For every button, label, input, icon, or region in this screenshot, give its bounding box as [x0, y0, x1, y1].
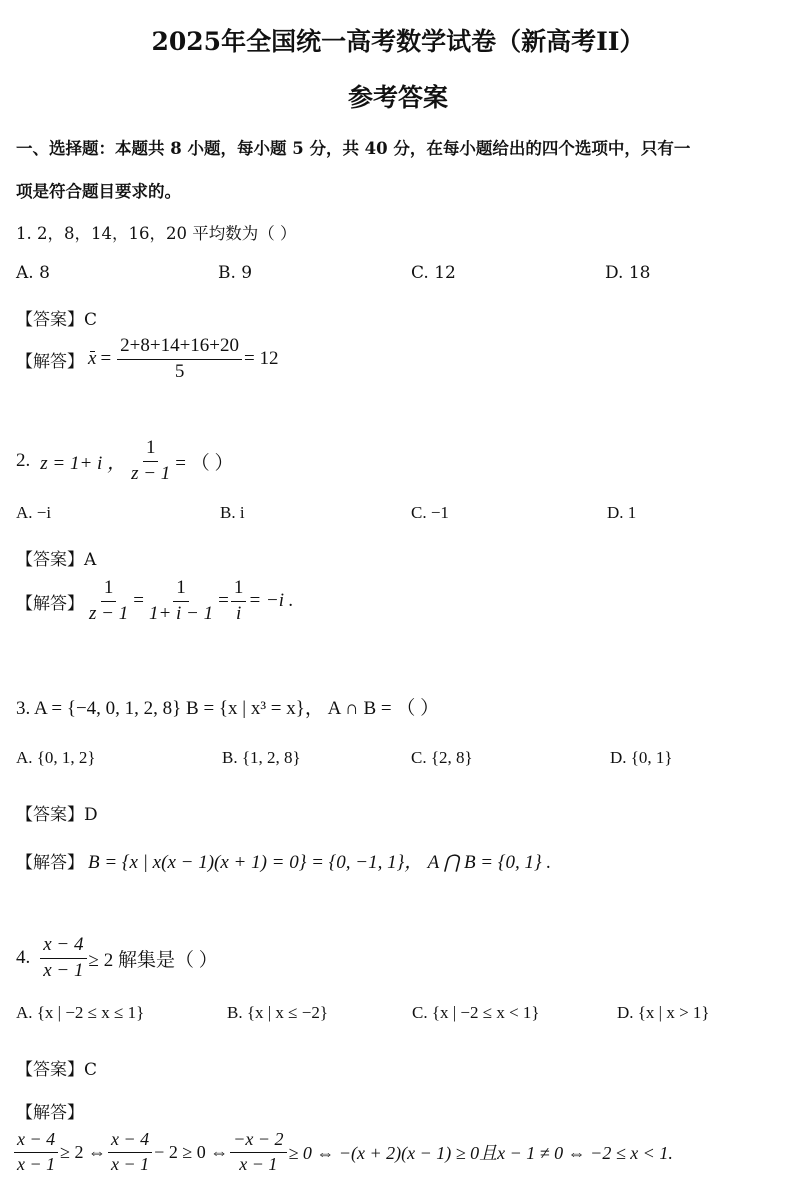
question-3-answer	[16, 800, 98, 825]
answer-label: 【答案】	[16, 805, 84, 825]
question-3-option-d: D. {0, 1}	[610, 748, 673, 767]
fraction: $\frac{x - 4}{x - 1}$	[108, 1130, 152, 1175]
answer-label: 【答案】	[16, 1060, 84, 1080]
condition: z = 1+ i ，	[40, 452, 127, 474]
fraction	[117, 336, 242, 383]
fraction: $\frac{-x - 2}{x - 1}$	[230, 1130, 286, 1175]
page-subtitle: 参考答案	[347, 83, 448, 112]
question-4-answer	[16, 1055, 97, 1080]
answer-value: D	[84, 805, 98, 825]
section-heading-line1: 一、选择题：本题共 8 小题，每小题 5 分，共 40 分，在每小题给出的四个选项中，只有一	[16, 139, 691, 158]
question-1-option-c: C. 12	[411, 263, 456, 283]
question-1-option-b: B. 9	[218, 263, 253, 283]
question-2-option-c: C. −1	[411, 503, 449, 522]
fraction: $\frac{1}{z - 1}$	[131, 437, 171, 484]
answer-value: A	[84, 550, 97, 570]
question-4-option-d: D. {x | x > 1}	[617, 1003, 710, 1022]
question-4-stem: 4. $\frac{x - 4}{x - 1}$ ≥ 2 解集是（ ）	[16, 934, 218, 981]
question-2-solution: 【解答】 $\frac{1}{z - 1}$ = $\frac{1}{1+ i - 1}$ = $\frac{1}{i}$ = −i .	[16, 577, 294, 624]
question-1-option-d: D. 18	[605, 263, 651, 283]
question-1-answer	[16, 305, 97, 330]
fraction: $\frac{x - 4}{x - 1}$	[14, 1130, 58, 1175]
mean-variable: x	[88, 348, 97, 370]
question-1-option-a: A. 8	[16, 263, 50, 283]
solution-result: = 12	[244, 348, 279, 370]
question-4-option-b: B. {x | x ≤ −2}	[227, 1003, 328, 1022]
exam-title: 2025年全国统一高考数学试卷（新高考II）	[151, 27, 645, 56]
answer-value: C	[84, 1060, 98, 1080]
question-4-solution: $\frac{x - 4}{x - 1}$ ≥ 2 ⇔ $\frac{x - 4}{x - 1}$ − 2 ≥ 0 ⇔ $\frac{-x - 2}{x - 1}$ ≥ 0 ⇔ −(x + 2)(x − 1) ≥ 0且x − 1 ≠ 0 ⇔ −2 ≤ x < 1.	[12, 1130, 673, 1175]
section-heading-line2: 项是符合题目要求的。	[16, 182, 181, 201]
question-1-stem: 1. 2，8，14，16，20 平均数为（ ）	[16, 224, 297, 243]
fraction-numerator: 2+8+14+16+20	[117, 336, 242, 360]
question-2-option-d: D. 1	[607, 503, 637, 522]
fraction: $\frac{1}{i}$	[231, 578, 247, 625]
fraction: $\frac{x - 4}{x - 1}$	[40, 935, 86, 982]
question-2-answer	[16, 545, 96, 570]
question-4-option-a: A. {x | −2 ≤ x ≤ 1}	[16, 1003, 145, 1022]
answer-value: C	[84, 310, 98, 330]
fraction-denominator: 5	[174, 360, 185, 382]
question-1-solution: 【解答】 x = $\frac{2+8+14+16+20}{5}$ = 12	[16, 335, 279, 382]
question-2-stem: 2. z = 1+ i ， $\frac{1}{z - 1}$ = （ ）	[16, 437, 234, 484]
question-3-option-b: B. {1, 2, 8}	[222, 748, 301, 767]
question-3-solution: 【解答】 B = {x | x(x − 1)(x + 1) = 0} = {0, −1, 1}， A ⋂ B = {0, 1} .	[16, 847, 551, 874]
fraction: $\frac{1}{1+ i - 1}$	[148, 577, 214, 624]
solution-label: 【解答】	[16, 853, 84, 873]
question-2-option-a: A. −i	[16, 503, 52, 522]
answer-label: 【答案】	[16, 310, 84, 330]
question-4-solution-label: 【解答】	[16, 1103, 84, 1123]
question-3-option-a: A. {0, 1, 2}	[16, 748, 96, 767]
question-4-option-c: C. {x | −2 ≤ x < 1}	[412, 1003, 540, 1022]
question-3-option-c: C. {2, 8}	[411, 748, 473, 767]
fraction: $\frac{1}{z - 1}$	[89, 577, 129, 624]
solution-label: 【解答】	[16, 351, 84, 372]
solution-label: 【解答】	[16, 593, 84, 614]
answer-label: 【答案】	[16, 550, 84, 570]
question-2-option-b: B. i	[220, 503, 245, 522]
question-3-stem: 3. A = {−4, 0, 1, 2, 8} B = {x | x³ = x}， A ∩ B = （ ）	[16, 698, 440, 719]
